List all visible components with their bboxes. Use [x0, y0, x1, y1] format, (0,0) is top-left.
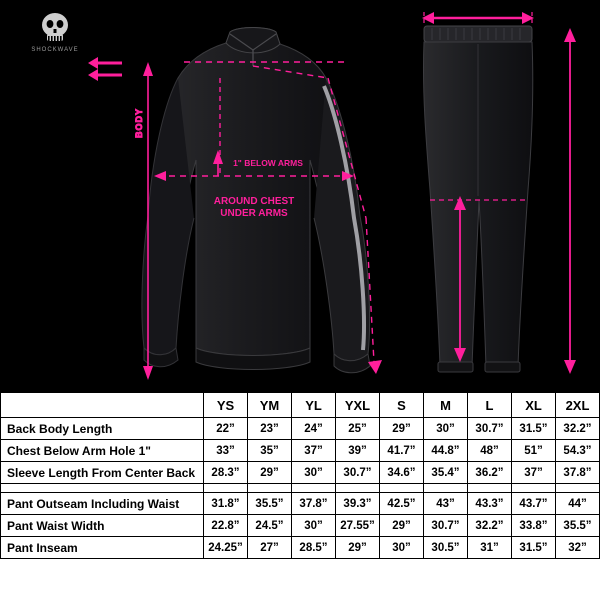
cell: 29”: [380, 418, 424, 440]
jacket-chest-label-1: AROUND CHEST: [213, 196, 295, 207]
cell: 31.5”: [512, 537, 556, 559]
cell: 39”: [336, 440, 380, 462]
cell: 30”: [292, 515, 336, 537]
cell: 32”: [556, 537, 600, 559]
cell: 37.8”: [556, 462, 600, 484]
spacer-cell: [512, 484, 556, 493]
table-row: [1, 462, 600, 484]
table-spacer-row: [1, 484, 600, 493]
jacket-body-label: BODY: [134, 107, 144, 138]
cell: 29”: [248, 462, 292, 484]
cell: 43.3”: [468, 493, 512, 515]
cell: 54.3”: [556, 440, 600, 462]
table-header-ys: YS: [204, 393, 248, 418]
cell: 30”: [380, 537, 424, 559]
row-label: Sleeve Length From Center Back: [1, 462, 204, 484]
cell: 44.8”: [424, 440, 468, 462]
cell: 30.7”: [336, 462, 380, 484]
cell: 29”: [336, 537, 380, 559]
cell: 33”: [204, 440, 248, 462]
table-header-ym: YM: [248, 393, 292, 418]
cell: 30.5”: [424, 537, 468, 559]
cell: 35.4”: [424, 462, 468, 484]
cell: 31”: [468, 537, 512, 559]
cell: 43.7”: [512, 493, 556, 515]
spacer-cell: [1, 484, 204, 493]
spacer-cell: [424, 484, 468, 493]
jacket-below-arms-label: 1" BELOW ARMS: [233, 158, 303, 168]
table-row: [1, 418, 600, 440]
cell: 25”: [336, 418, 380, 440]
cell: 35.5”: [556, 515, 600, 537]
cell: 24”: [292, 418, 336, 440]
table-header-row: [1, 393, 600, 418]
table-header-m: M: [424, 393, 468, 418]
table-header-blank: [1, 393, 204, 418]
cell: 35”: [248, 440, 292, 462]
cell: 41.7”: [380, 440, 424, 462]
spacer-cell: [468, 484, 512, 493]
cell: 30”: [424, 418, 468, 440]
cell: 43”: [424, 493, 468, 515]
table-header-yxl: YXL: [336, 393, 380, 418]
cell: 27.55”: [336, 515, 380, 537]
cell: 22”: [204, 418, 248, 440]
pants-illustration: [400, 10, 585, 390]
cell: 51”: [512, 440, 556, 462]
row-label: Pant Outseam Including Waist: [1, 493, 204, 515]
cell: 30.7”: [468, 418, 512, 440]
table-header-xl: XL: [512, 393, 556, 418]
cell: 32.2”: [556, 418, 600, 440]
table-row: [1, 537, 600, 559]
shoulder-arrow-icons: [88, 55, 128, 91]
spacer-cell: [556, 484, 600, 493]
table-header-l: L: [468, 393, 512, 418]
spacer-cell: [336, 484, 380, 493]
row-label: Chest Below Arm Hole 1": [1, 440, 204, 462]
cell: 37.8”: [292, 493, 336, 515]
cell: 24.5”: [248, 515, 292, 537]
cell: 28.5”: [292, 537, 336, 559]
cell: 23”: [248, 418, 292, 440]
jacket-chest-label-2: UNDER ARMS: [220, 208, 288, 219]
cell: 37”: [512, 462, 556, 484]
table-row: [1, 440, 600, 462]
table-header-2xl: 2XL: [556, 393, 600, 418]
cell: 48”: [468, 440, 512, 462]
skull-logo: [14, 10, 96, 56]
cell: 24.25”: [204, 537, 248, 559]
jacket-illustration: [118, 18, 390, 388]
size-table: [0, 392, 600, 559]
table-row: [1, 493, 600, 515]
cell: 42.5”: [380, 493, 424, 515]
cell: 22.8”: [204, 515, 248, 537]
cell: 37”: [292, 440, 336, 462]
cell: 31.8”: [204, 493, 248, 515]
row-label: Back Body Length: [1, 418, 204, 440]
cell: 29”: [380, 515, 424, 537]
size-table-area: [0, 392, 600, 600]
table-row: [1, 515, 600, 537]
spacer-cell: [292, 484, 336, 493]
spacer-cell: [248, 484, 292, 493]
cell: 39.3”: [336, 493, 380, 515]
cell: 44”: [556, 493, 600, 515]
row-label: Pant Inseam: [1, 537, 204, 559]
spacer-cell: [204, 484, 248, 493]
cell: 35.5”: [248, 493, 292, 515]
cell: 31.5”: [512, 418, 556, 440]
cell: 27”: [248, 537, 292, 559]
row-label: Pant Waist Width: [1, 515, 204, 537]
cell: 33.8”: [512, 515, 556, 537]
cell: 34.6”: [380, 462, 424, 484]
cell: 28.3”: [204, 462, 248, 484]
svg-text:SHOCKWAVE: SHOCKWAVE: [31, 47, 79, 53]
cell: 36.2”: [468, 462, 512, 484]
cell: 30.7”: [424, 515, 468, 537]
spacer-cell: [380, 484, 424, 493]
cell: 32.2”: [468, 515, 512, 537]
table-header-s: S: [380, 393, 424, 418]
cell: 30”: [292, 462, 336, 484]
table-header-yl: YL: [292, 393, 336, 418]
